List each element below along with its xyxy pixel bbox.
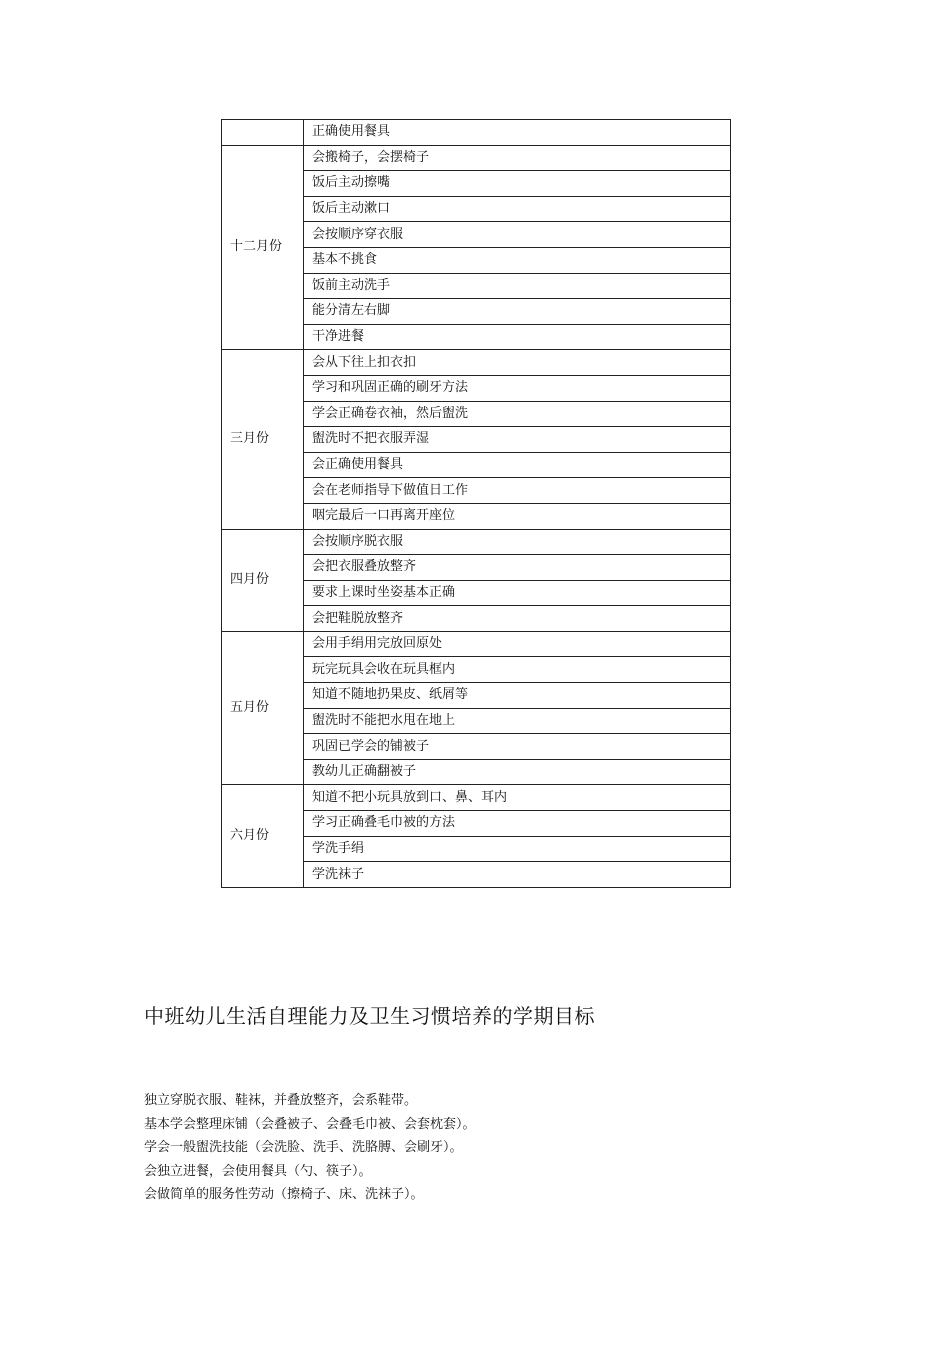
month-cell: 五月份 xyxy=(222,631,304,785)
habit-item-cell: 要求上课时坐姿基本正确 xyxy=(304,580,731,606)
habit-item-cell: 干净进餐 xyxy=(304,324,731,350)
habit-item-cell: 会在老师指导下做值日工作 xyxy=(304,478,731,504)
habit-item-cell: 学洗手绢 xyxy=(304,836,731,862)
habit-item-cell: 咽完最后一口再离开座位 xyxy=(304,503,731,529)
month-cell: 十二月份 xyxy=(222,145,304,350)
goal-item: 学会一般盥洗技能（会洗脸、洗手、洗胳膊、会刷牙）。 xyxy=(144,1140,463,1155)
table-row xyxy=(222,785,731,811)
month-cell: 三月份 xyxy=(222,350,304,529)
goal-item: 基本学会整理床铺（会叠被子、会叠毛巾被、会套枕套）。 xyxy=(144,1116,476,1132)
month-cell xyxy=(222,120,304,146)
habit-item-cell: 会按顺序穿衣服 xyxy=(304,222,731,248)
habit-item-cell: 知道不把小玩具放到口、鼻、耳内 xyxy=(304,785,731,811)
habit-item-cell: 会把衣服叠放整齐 xyxy=(304,555,731,581)
habit-item-cell: 正确使用餐具 xyxy=(304,120,731,146)
table-row xyxy=(222,350,731,376)
habit-item-cell: 盥洗时不能把水甩在地上 xyxy=(304,708,731,734)
habit-item-cell: 会正确使用餐具 xyxy=(304,452,731,478)
table-row xyxy=(222,145,731,171)
habit-item-cell: 学洗袜子 xyxy=(304,862,731,888)
table-row xyxy=(222,631,731,657)
habit-item-cell: 会用手绢用完放回原处 xyxy=(304,631,731,657)
habit-item-cell: 会按顺序脱衣服 xyxy=(304,529,731,555)
table-row xyxy=(222,529,731,555)
habit-item-cell: 教幼儿正确翻被子 xyxy=(304,759,731,785)
goal-item: 会独立进餐，会使用餐具（勺、筷子）。 xyxy=(144,1163,372,1179)
habit-item-cell: 玩完玩具会收在玩具框内 xyxy=(304,657,731,683)
habit-item-cell: 饭前主动洗手 xyxy=(304,273,731,299)
goals-list xyxy=(144,1092,476,1210)
habit-item-cell: 会把鞋脱放整齐 xyxy=(304,606,731,632)
habit-item-cell: 会从下往上扣衣扣 xyxy=(304,350,731,376)
habit-item-cell: 学习和巩固正确的刷牙方法 xyxy=(304,375,731,401)
table-row xyxy=(222,120,731,146)
habit-item-cell: 基本不挑食 xyxy=(304,247,731,273)
month-cell: 六月份 xyxy=(222,785,304,887)
habit-item-cell: 饭后主动擦嘴 xyxy=(304,171,731,197)
habit-item-cell: 饭后主动漱口 xyxy=(304,196,731,222)
goal-item: 独立穿脱衣服、鞋袜，并叠放整齐，会系鞋带。 xyxy=(144,1093,418,1108)
habit-item-cell: 知道不随地扔果皮、纸屑等 xyxy=(304,683,731,709)
month-cell: 四月份 xyxy=(222,529,304,631)
habit-item-cell: 学习正确叠毛巾被的方法 xyxy=(304,811,731,837)
habit-item-cell: 会搬椅子，会摆椅子 xyxy=(304,145,731,171)
habit-item-cell: 学会正确卷衣袖，然后盥洗 xyxy=(304,401,731,427)
habit-item-cell: 巩固已学会的铺被子 xyxy=(304,734,731,760)
monthly-habits-table xyxy=(221,119,731,888)
table-body xyxy=(222,120,731,888)
habit-item-cell: 盥洗时不把衣服弄湿 xyxy=(304,427,731,453)
habit-item-cell: 能分清左右脚 xyxy=(304,299,731,325)
goal-item: 会做简单的服务性劳动（擦椅子、床、洗袜子）。 xyxy=(144,1187,424,1202)
section-title: 中班幼儿生活自理能力及卫生习惯培养的学期目标 xyxy=(144,1004,595,1028)
